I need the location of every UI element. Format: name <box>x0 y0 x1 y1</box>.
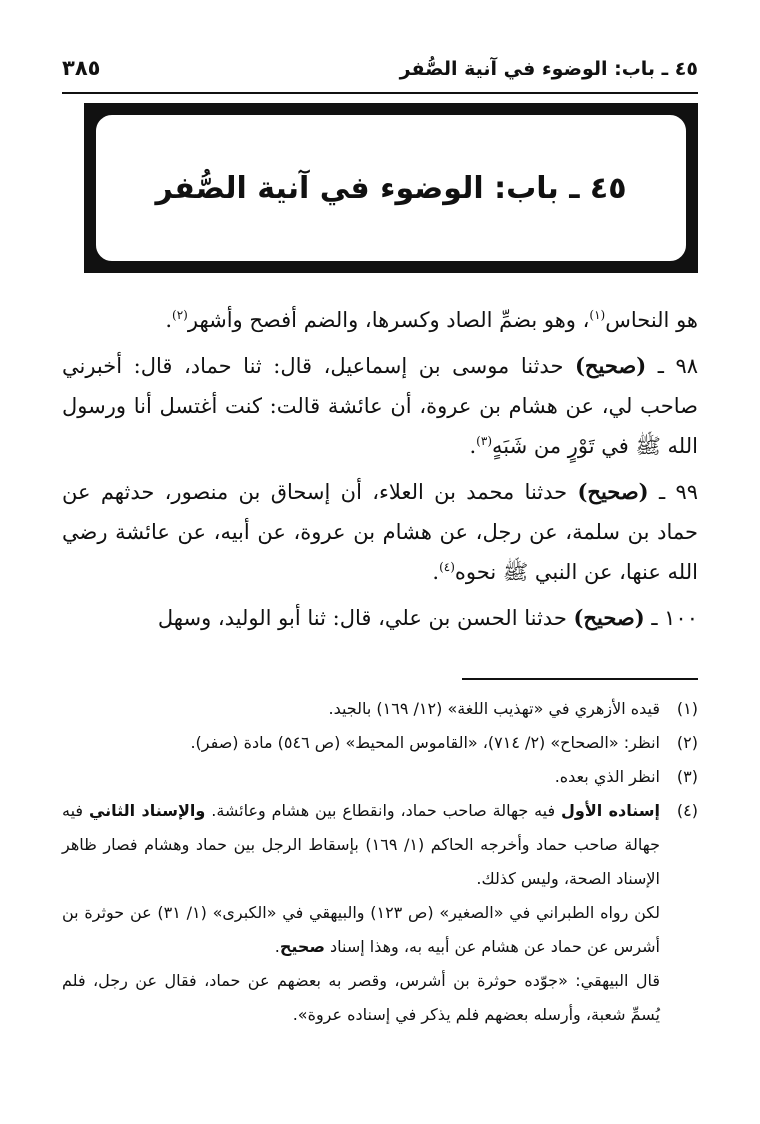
intro-text-b: ، وهو بضمِّ الصاد وكسرها، والضم أفصح وأشهر <box>187 308 590 332</box>
chapter-heading-inner <box>94 113 688 263</box>
footnote-4-tabarani-text: لكن رواه الطبراني في «الصغير» (ص ١٢٣) والبيهقي في «الكبرى» (١/ ٣١) عن حوثرة بن أشرس عن حماد عن هشام عن أبيه به، وهذا إسناد <box>62 903 660 956</box>
footnote-ref-2: (٢) <box>172 308 188 322</box>
footnote-ref-3: (٣) <box>476 434 492 448</box>
main-text <box>62 300 698 644</box>
footnote-4-second-chain-text: فيه جهالة صاحب حماد وأخرجه الحاكم (١/ ١٦٩) بإسقاط الرجل بين حماد وهشام فصار ظاهر الإسناد الصحة، وليس كذلك. <box>62 801 660 888</box>
footnote-4-paragraph-3: قال البيهقي: «جوّده حوثرة بن أشرس، وقصر به بعضهم عن حماد، فقال عن رجل، فلم يُسمِّ شعبة، وأرسله بعضهم فلم يذكر في إسناده عروة». <box>62 971 660 1024</box>
footnote-4-first-chain-text: فيه جهالة صاحب حماد، وانقطاع بين هشام وعائشة. <box>205 801 562 820</box>
footnotes <box>62 692 698 1032</box>
hadith-100-grade: (صحيح) <box>573 605 645 630</box>
footnote-ref-4: (٤) <box>439 560 455 574</box>
footnote-4-number: (٤) <box>676 801 698 820</box>
hadith-100-number: ١٠٠ ـ <box>651 606 698 630</box>
hadith-100-text: حدثنا الحسن بن علي، قال: ثنا أبو الوليد، وسهل <box>157 606 574 630</box>
running-header <box>62 52 698 94</box>
footnote-1-text: قيده الأزهري في «تهذيب اللغة» (١٢/ ١٦٩) بالجيد. <box>328 699 660 718</box>
footnote-4-body <box>62 794 660 1032</box>
footnote-ref-1: (١) <box>589 308 606 322</box>
intro-text-a: هو النحاس <box>605 308 698 332</box>
hadith-98 <box>62 346 698 466</box>
chapter-title: ٤٥ ـ باب: الوضوء في آنية الصُّفر <box>155 170 627 206</box>
hadith-99-number: ٩٩ ـ <box>658 480 698 504</box>
running-title: ٤٥ ـ باب: الوضوء في آنية الصُّفر <box>399 58 698 80</box>
footnote-4 <box>62 794 698 1032</box>
hadith-98-number: ٩٨ ـ <box>657 354 698 378</box>
footnote-4-sahih-label: صحيح <box>279 937 325 956</box>
hadith-99-text: حدثنا محمد بن العلاء، أن إسحاق بن منصور، حدثهم عن حماد بن سلمة، عن رجل، عن هشام بن عروة، عن أبيه، عن عائشة رضي الله عنها، عن النبي ﷺ نحوه <box>62 480 698 584</box>
footnote-3 <box>62 760 698 794</box>
footnote-1-number: (١) <box>676 699 698 718</box>
footnote-4-first-chain-label: إسناده الأول <box>561 801 661 820</box>
footnote-2-text: انظر: «الصحاح» (٢/ ٧١٤)، «القاموس المحيط» (ص ٥٤٦) مادة (صفر). <box>190 733 660 752</box>
footnote-2 <box>62 726 698 760</box>
hadith-98-end: . <box>469 434 477 458</box>
page-number: ٣٨٥ <box>62 56 101 80</box>
hadith-100 <box>62 598 698 638</box>
hadith-99-end: . <box>432 560 440 584</box>
intro-end: . <box>165 308 173 332</box>
footnote-4-paragraph-2 <box>62 896 660 964</box>
footnote-4-paragraph-2-end: . <box>274 937 280 956</box>
hadith-99 <box>62 472 698 592</box>
hadith-98-grade: (صحيح) <box>575 353 647 378</box>
footnote-2-number: (٢) <box>676 733 698 752</box>
footnote-3-text: انظر الذي بعده. <box>554 767 660 786</box>
footnote-divider <box>462 678 698 680</box>
chapter-heading-frame <box>84 103 698 273</box>
footnote-4-second-chain-label: والإسناد الثاني <box>88 801 206 820</box>
hadith-99-grade: (صحيح) <box>577 479 649 504</box>
footnote-4-paragraph-1 <box>62 794 660 896</box>
footnote-3-number: (٣) <box>676 767 698 786</box>
footnote-1 <box>62 692 698 726</box>
intro-paragraph <box>62 300 698 340</box>
hadith-98-text: حدثنا موسى بن إسماعيل، قال: ثنا حماد، قال: أخبرني صاحب لي، عن هشام بن عروة، أن عائشة قالت: كنت أغتسل أنا ورسول الله ﷺ في تَوْرٍ من شَبَهٍ <box>62 354 698 458</box>
